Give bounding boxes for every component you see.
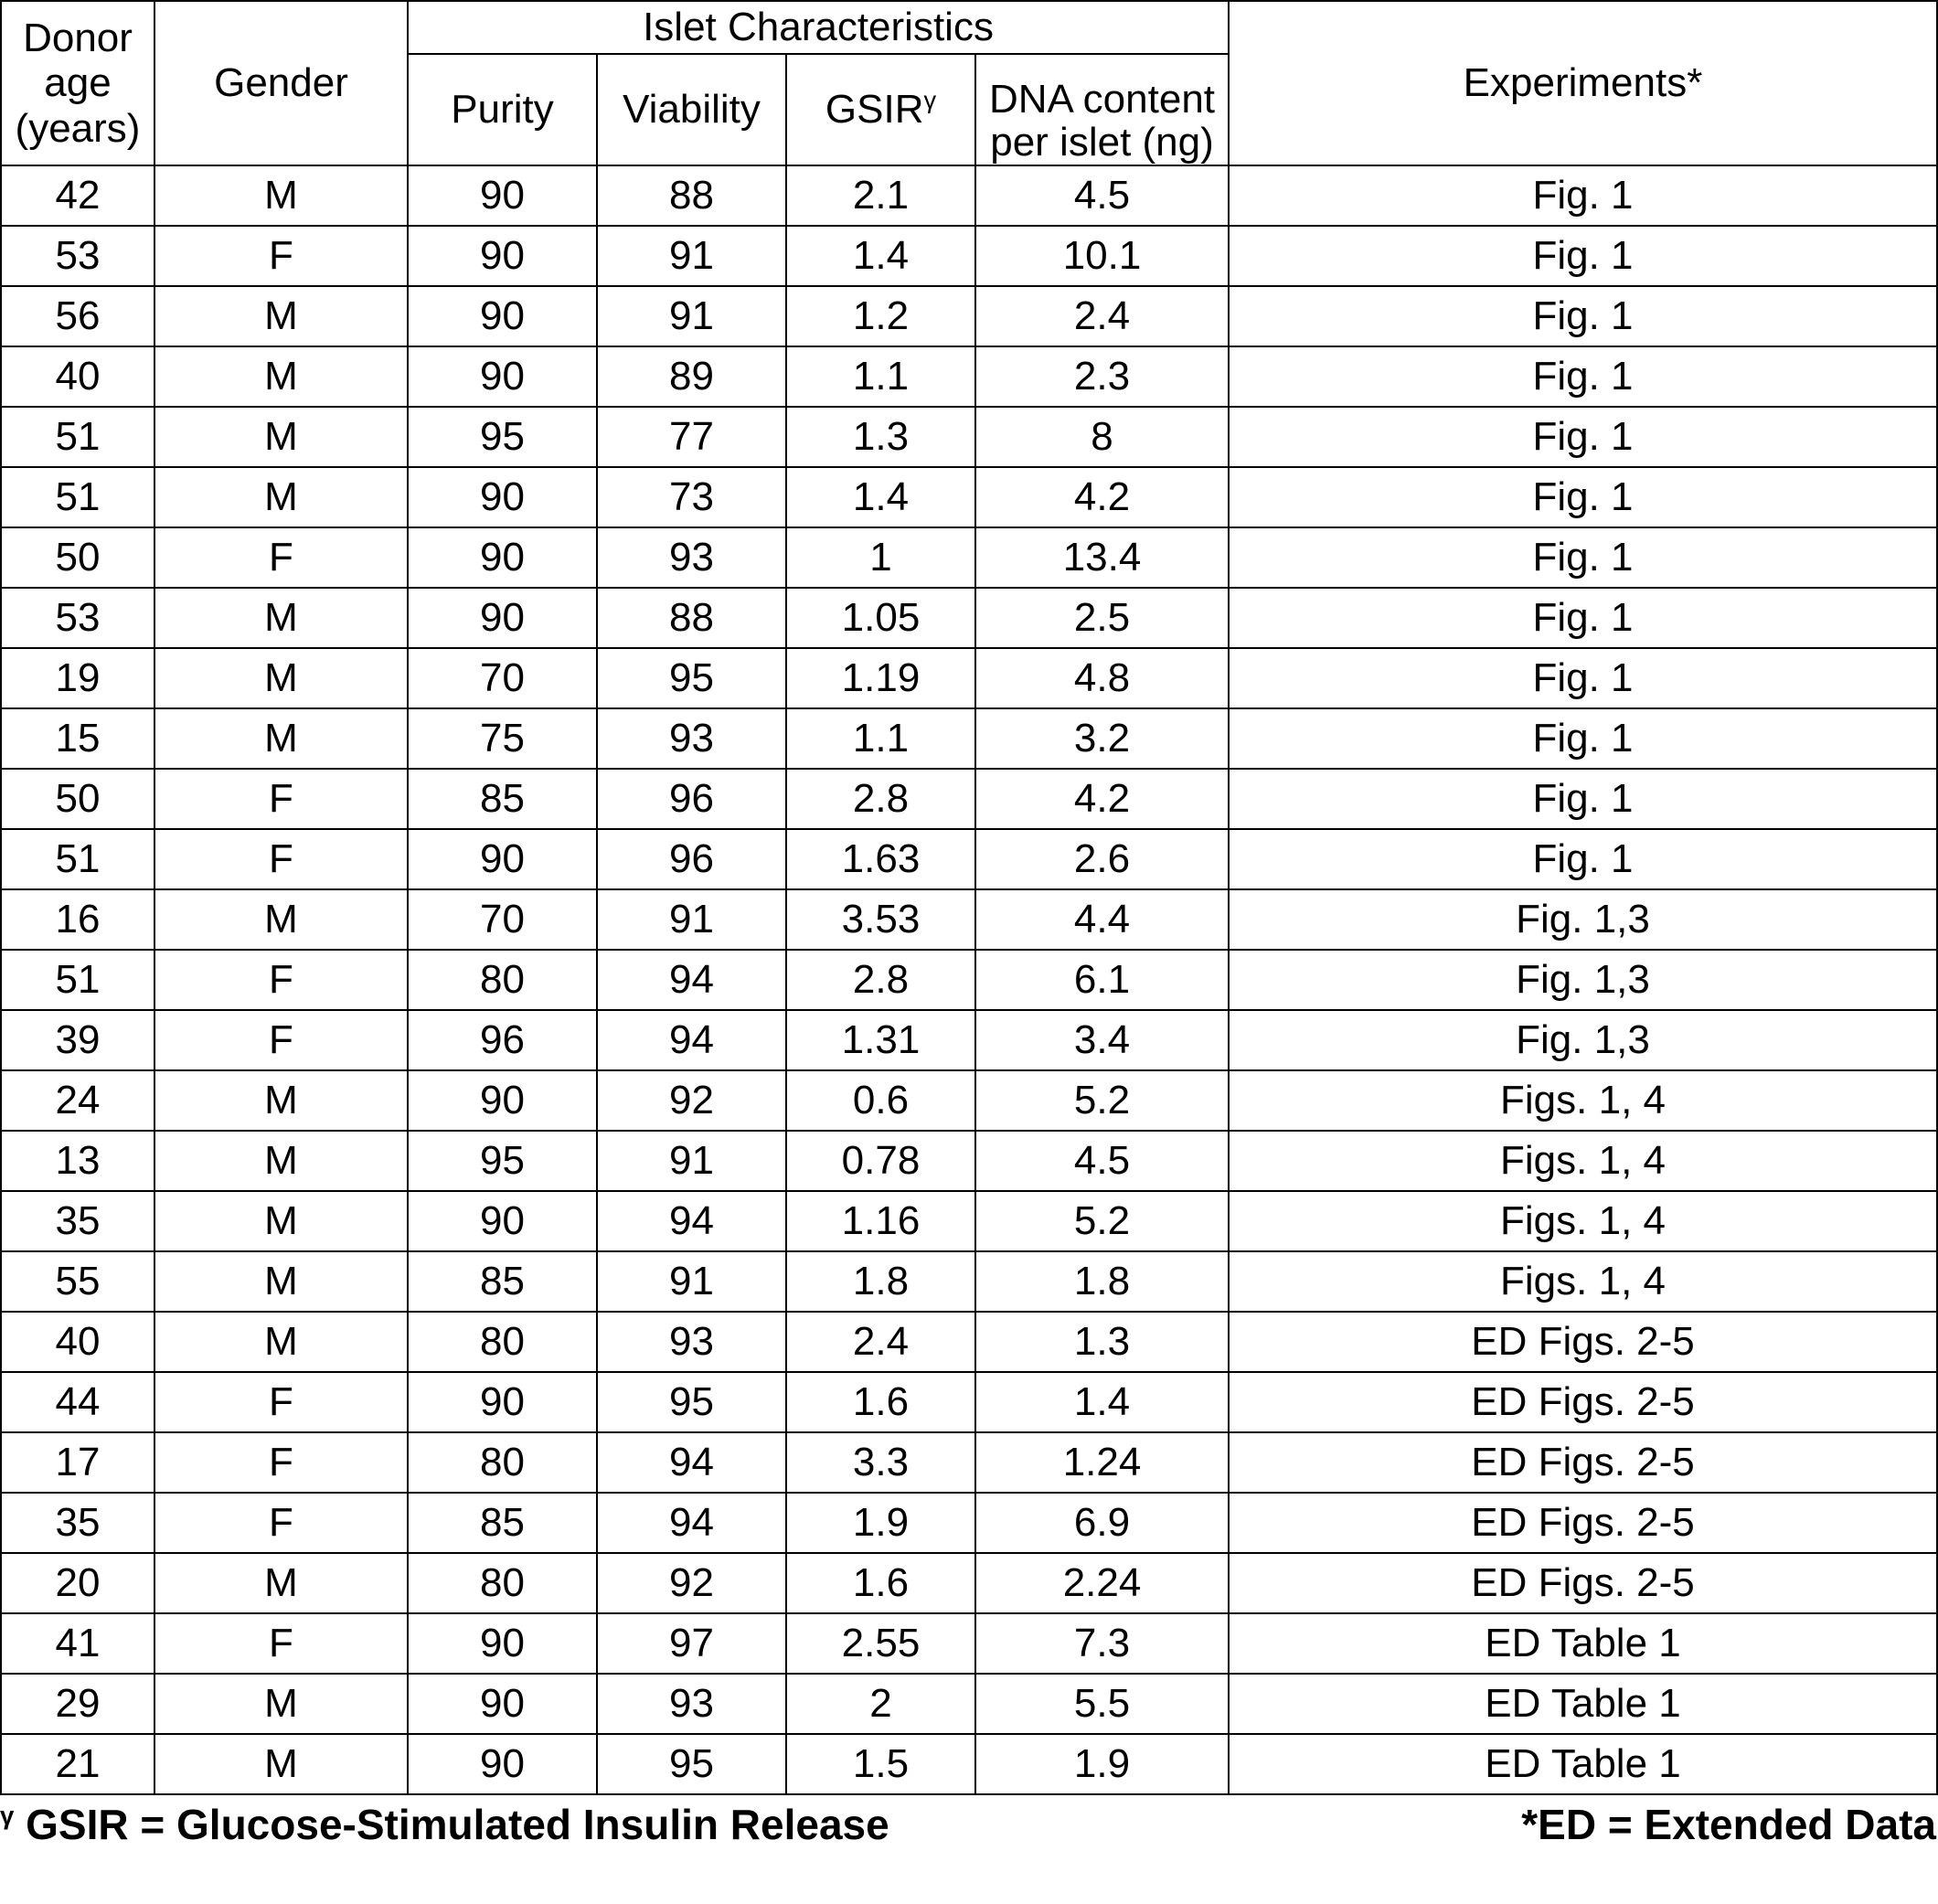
- cell-gender: F: [154, 1493, 408, 1553]
- cell-viability: 89: [597, 346, 786, 407]
- cell-experiments: Fig. 1: [1229, 527, 1937, 588]
- cell-dna: 4.2: [975, 769, 1229, 829]
- table-row: [1, 1493, 1937, 1553]
- table-row: [1, 286, 1937, 346]
- cell-viability: 91: [597, 286, 786, 346]
- cell-experiments: ED Figs. 2-5: [1229, 1312, 1937, 1372]
- cell-gender: F: [154, 1372, 408, 1432]
- cell-viability: 95: [597, 1734, 786, 1794]
- cell-age: 53: [1, 226, 154, 286]
- cell-gender: M: [154, 346, 408, 407]
- cell-dna: 8: [975, 407, 1229, 467]
- cell-gender: M: [154, 1070, 408, 1131]
- cell-purity: 90: [408, 1070, 597, 1131]
- cell-gender: M: [154, 1131, 408, 1191]
- cell-gender: M: [154, 407, 408, 467]
- cell-dna: 2.5: [975, 588, 1229, 648]
- cell-viability: 93: [597, 527, 786, 588]
- cell-purity: 90: [408, 1734, 597, 1794]
- footnote-ed: *ED = Extended Data: [1521, 1801, 1936, 1848]
- cell-gender: F: [154, 1010, 408, 1070]
- table-row: [1, 889, 1937, 950]
- table-row: [1, 467, 1937, 527]
- cell-purity: 96: [408, 1010, 597, 1070]
- cell-experiments: Figs. 1, 4: [1229, 1251, 1937, 1312]
- cell-purity: 90: [408, 1191, 597, 1251]
- cell-purity: 90: [408, 588, 597, 648]
- cell-gsir: 1.31: [786, 1010, 975, 1070]
- cell-experiments: Fig. 1: [1229, 407, 1937, 467]
- cell-gsir: 2: [786, 1674, 975, 1734]
- cell-purity: 90: [408, 346, 597, 407]
- cell-gsir: 0.78: [786, 1131, 975, 1191]
- cell-experiments: Fig. 1,3: [1229, 1010, 1937, 1070]
- table-row: [1, 1674, 1937, 1734]
- cell-experiments: ED Figs. 2-5: [1229, 1432, 1937, 1493]
- cell-gender: M: [154, 1191, 408, 1251]
- table-row: [1, 829, 1937, 889]
- cell-viability: 91: [597, 226, 786, 286]
- footnote-gamma-marker: γ: [0, 1801, 15, 1830]
- cell-experiments: Figs. 1, 4: [1229, 1070, 1937, 1131]
- cell-gsir: 1.4: [786, 467, 975, 527]
- cell-gsir: 3.53: [786, 889, 975, 950]
- cell-purity: 90: [408, 1674, 597, 1734]
- cell-gsir: 1: [786, 527, 975, 588]
- cell-dna: 5.2: [975, 1191, 1229, 1251]
- cell-dna: 13.4: [975, 527, 1229, 588]
- cell-dna: 3.2: [975, 708, 1229, 769]
- cell-dna: 6.1: [975, 950, 1229, 1010]
- cell-age: 17: [1, 1432, 154, 1493]
- cell-age: 44: [1, 1372, 154, 1432]
- cell-dna: 10.1: [975, 226, 1229, 286]
- cell-age: 24: [1, 1070, 154, 1131]
- column-header-experiments: [1229, 1, 1937, 165]
- cell-purity: 70: [408, 889, 597, 950]
- cell-gender: F: [154, 527, 408, 588]
- cell-age: 40: [1, 1312, 154, 1372]
- cell-dna: 2.24: [975, 1553, 1229, 1613]
- cell-dna: 1.24: [975, 1432, 1229, 1493]
- cell-dna: 4.8: [975, 648, 1229, 708]
- cell-experiments: Fig. 1: [1229, 829, 1937, 889]
- dna-content-line-1: DNA content: [988, 76, 1216, 122]
- cell-gender: F: [154, 1432, 408, 1493]
- cell-experiments: ED Table 1: [1229, 1674, 1937, 1734]
- cell-age: 40: [1, 346, 154, 407]
- cell-purity: 95: [408, 407, 597, 467]
- cell-purity: 90: [408, 226, 597, 286]
- cell-gender: M: [154, 1312, 408, 1372]
- cell-experiments: ED Figs. 2-5: [1229, 1553, 1937, 1613]
- cell-viability: 91: [597, 1251, 786, 1312]
- donor-age-line-3: (years): [15, 105, 141, 151]
- table-row: [1, 1312, 1937, 1372]
- cell-purity: 95: [408, 1131, 597, 1191]
- cell-purity: 90: [408, 467, 597, 527]
- cell-experiments: Figs. 1, 4: [1229, 1191, 1937, 1251]
- cell-gsir: 1.4: [786, 226, 975, 286]
- cell-gender: M: [154, 467, 408, 527]
- donor-age-line-1: Donor: [23, 16, 133, 61]
- cell-gsir: 1.5: [786, 1734, 975, 1794]
- cell-gsir: 1.2: [786, 286, 975, 346]
- cell-age: 51: [1, 950, 154, 1010]
- column-header-viability: [597, 54, 786, 165]
- cell-purity: 80: [408, 1553, 597, 1613]
- viability-label: Viability: [623, 87, 761, 133]
- cell-dna: 4.4: [975, 889, 1229, 950]
- donor-age-line-2: age: [44, 60, 112, 106]
- table-row: [1, 708, 1937, 769]
- cell-experiments: Fig. 1: [1229, 588, 1937, 648]
- cell-purity: 90: [408, 286, 597, 346]
- table-row: [1, 1191, 1937, 1251]
- cell-experiments: ED Figs. 2-5: [1229, 1493, 1937, 1553]
- cell-gender: F: [154, 226, 408, 286]
- table-footnotes: [0, 1803, 1936, 1846]
- column-header-gender: [154, 1, 408, 165]
- cell-age: 16: [1, 889, 154, 950]
- cell-gender: M: [154, 165, 408, 226]
- cell-experiments: Fig. 1: [1229, 708, 1937, 769]
- cell-purity: 90: [408, 1372, 597, 1432]
- cell-viability: 73: [597, 467, 786, 527]
- cell-gsir: 1.9: [786, 1493, 975, 1553]
- cell-viability: 88: [597, 588, 786, 648]
- footnote-gsir-text: GSIR = Glucose-Stimulated Insulin Release: [14, 1801, 889, 1848]
- cell-dna: 5.5: [975, 1674, 1229, 1734]
- cell-gender: M: [154, 1251, 408, 1312]
- cell-gsir: 1.16: [786, 1191, 975, 1251]
- cell-purity: 80: [408, 950, 597, 1010]
- cell-purity: 85: [408, 1493, 597, 1553]
- table-row: [1, 1010, 1937, 1070]
- cell-gender: F: [154, 950, 408, 1010]
- cell-viability: 94: [597, 1432, 786, 1493]
- cell-viability: 97: [597, 1613, 786, 1674]
- cell-viability: 93: [597, 708, 786, 769]
- column-group-header-islet-characteristics: Islet Characteristics: [408, 1, 1229, 54]
- cell-age: 13: [1, 1131, 154, 1191]
- cell-gsir: 1.8: [786, 1251, 975, 1312]
- table-row: [1, 407, 1937, 467]
- cell-viability: 96: [597, 769, 786, 829]
- cell-gsir: 2.1: [786, 165, 975, 226]
- cell-dna: 5.2: [975, 1070, 1229, 1131]
- column-header-purity: [408, 54, 597, 165]
- cell-gsir: 1.1: [786, 708, 975, 769]
- cell-purity: 90: [408, 527, 597, 588]
- cell-gsir: 1.63: [786, 829, 975, 889]
- cell-experiments: Fig. 1: [1229, 286, 1937, 346]
- column-header-donor-age: [1, 1, 154, 165]
- table-row: [1, 769, 1937, 829]
- cell-gsir: 2.8: [786, 769, 975, 829]
- cell-age: 56: [1, 286, 154, 346]
- cell-viability: 91: [597, 1131, 786, 1191]
- cell-viability: 96: [597, 829, 786, 889]
- cell-gsir: 2.55: [786, 1613, 975, 1674]
- cell-dna: 4.2: [975, 467, 1229, 527]
- column-header-dna-content: [975, 54, 1229, 165]
- cell-age: 29: [1, 1674, 154, 1734]
- cell-dna: 1.8: [975, 1251, 1229, 1312]
- cell-purity: 75: [408, 708, 597, 769]
- cell-viability: 92: [597, 1070, 786, 1131]
- cell-experiments: ED Table 1: [1229, 1613, 1937, 1674]
- cell-age: 35: [1, 1493, 154, 1553]
- cell-gender: F: [154, 769, 408, 829]
- cell-gender: M: [154, 1734, 408, 1794]
- cell-viability: 91: [597, 889, 786, 950]
- header-row-group: [1, 1, 1937, 54]
- cell-purity: 90: [408, 1613, 597, 1674]
- cell-experiments: ED Figs. 2-5: [1229, 1372, 1937, 1432]
- cell-viability: 92: [597, 1553, 786, 1613]
- cell-dna: 3.4: [975, 1010, 1229, 1070]
- cell-dna: 2.3: [975, 346, 1229, 407]
- cell-dna: 1.4: [975, 1372, 1229, 1432]
- cell-experiments: Fig. 1,3: [1229, 889, 1937, 950]
- cell-gsir: 2.4: [786, 1312, 975, 1372]
- table-row: [1, 1372, 1937, 1432]
- cell-experiments: Fig. 1: [1229, 467, 1937, 527]
- cell-dna: 1.9: [975, 1734, 1229, 1794]
- cell-gsir: 1.6: [786, 1553, 975, 1613]
- cell-dna: 4.5: [975, 1131, 1229, 1191]
- cell-experiments: Fig. 1: [1229, 648, 1937, 708]
- cell-viability: 94: [597, 950, 786, 1010]
- cell-age: 50: [1, 769, 154, 829]
- cell-viability: 88: [597, 165, 786, 226]
- cell-age: 21: [1, 1734, 154, 1794]
- table-row: [1, 226, 1937, 286]
- table-row: [1, 346, 1937, 407]
- cell-viability: 77: [597, 407, 786, 467]
- table-row: [1, 588, 1937, 648]
- table-body: [1, 165, 1937, 1794]
- experiments-label: Experiments*: [1463, 60, 1703, 106]
- cell-dna: 7.3: [975, 1613, 1229, 1674]
- table-row: [1, 1432, 1937, 1493]
- cell-viability: 93: [597, 1312, 786, 1372]
- cell-experiments: Fig. 1: [1229, 769, 1937, 829]
- cell-dna: 6.9: [975, 1493, 1229, 1553]
- table-row: [1, 527, 1937, 588]
- cell-gsir: 1.3: [786, 407, 975, 467]
- table-row: [1, 648, 1937, 708]
- cell-gsir: 3.3: [786, 1432, 975, 1493]
- cell-gender: F: [154, 1613, 408, 1674]
- table-row: [1, 165, 1937, 226]
- column-header-gsir: [786, 54, 975, 165]
- cell-age: 51: [1, 467, 154, 527]
- cell-age: 35: [1, 1191, 154, 1251]
- cell-gsir: 2.8: [786, 950, 975, 1010]
- cell-viability: 93: [597, 1674, 786, 1734]
- cell-gender: M: [154, 588, 408, 648]
- gender-label: Gender: [214, 60, 348, 106]
- cell-dna: 2.4: [975, 286, 1229, 346]
- cell-purity: 85: [408, 1251, 597, 1312]
- cell-experiments: ED Table 1: [1229, 1734, 1937, 1794]
- cell-experiments: Fig. 1: [1229, 226, 1937, 286]
- cell-gender: M: [154, 648, 408, 708]
- cell-age: 19: [1, 648, 154, 708]
- cell-viability: 94: [597, 1010, 786, 1070]
- cell-gender: M: [154, 889, 408, 950]
- gsir-label: GSIR: [825, 87, 924, 133]
- cell-gender: M: [154, 1674, 408, 1734]
- cell-purity: 70: [408, 648, 597, 708]
- table-row: [1, 1070, 1937, 1131]
- cell-gender: M: [154, 1553, 408, 1613]
- cell-experiments: Fig. 1: [1229, 165, 1937, 226]
- table-header: [1, 1, 1937, 165]
- cell-viability: 94: [597, 1493, 786, 1553]
- table-row: [1, 1613, 1937, 1674]
- cell-gender: M: [154, 708, 408, 769]
- table-row: [1, 1553, 1937, 1613]
- table-row: [1, 1251, 1937, 1312]
- cell-age: 55: [1, 1251, 154, 1312]
- purity-label: Purity: [451, 87, 554, 133]
- cell-experiments: Fig. 1: [1229, 346, 1937, 407]
- cell-purity: 85: [408, 769, 597, 829]
- cell-age: 50: [1, 527, 154, 588]
- dna-content-line-2: per islet (ng): [990, 120, 1214, 165]
- table-row: [1, 1131, 1937, 1191]
- footnote-gsir: [0, 1803, 889, 1846]
- cell-gsir: 1.05: [786, 588, 975, 648]
- cell-age: 53: [1, 588, 154, 648]
- table-row: [1, 1734, 1937, 1794]
- cell-age: 51: [1, 829, 154, 889]
- gsir-gamma-superscript: γ: [923, 85, 937, 114]
- table-row: [1, 950, 1937, 1010]
- cell-gsir: 1.19: [786, 648, 975, 708]
- cell-dna: 2.6: [975, 829, 1229, 889]
- cell-gender: F: [154, 829, 408, 889]
- cell-purity: 80: [408, 1312, 597, 1372]
- cell-gsir: 0.6: [786, 1070, 975, 1131]
- cell-age: 15: [1, 708, 154, 769]
- cell-experiments: Figs. 1, 4: [1229, 1131, 1937, 1191]
- cell-purity: 90: [408, 829, 597, 889]
- cell-purity: 80: [408, 1432, 597, 1493]
- cell-age: 20: [1, 1553, 154, 1613]
- cell-age: 41: [1, 1613, 154, 1674]
- cell-age: 42: [1, 165, 154, 226]
- cell-gsir: 1.6: [786, 1372, 975, 1432]
- cell-purity: 90: [408, 165, 597, 226]
- cell-experiments: Fig. 1,3: [1229, 950, 1937, 1010]
- cell-age: 51: [1, 407, 154, 467]
- cell-age: 39: [1, 1010, 154, 1070]
- cell-viability: 95: [597, 648, 786, 708]
- cell-gender: M: [154, 286, 408, 346]
- cell-gsir: 1.1: [786, 346, 975, 407]
- cell-viability: 94: [597, 1191, 786, 1251]
- cell-dna: 4.5: [975, 165, 1229, 226]
- cell-dna: 1.3: [975, 1312, 1229, 1372]
- cell-viability: 95: [597, 1372, 786, 1432]
